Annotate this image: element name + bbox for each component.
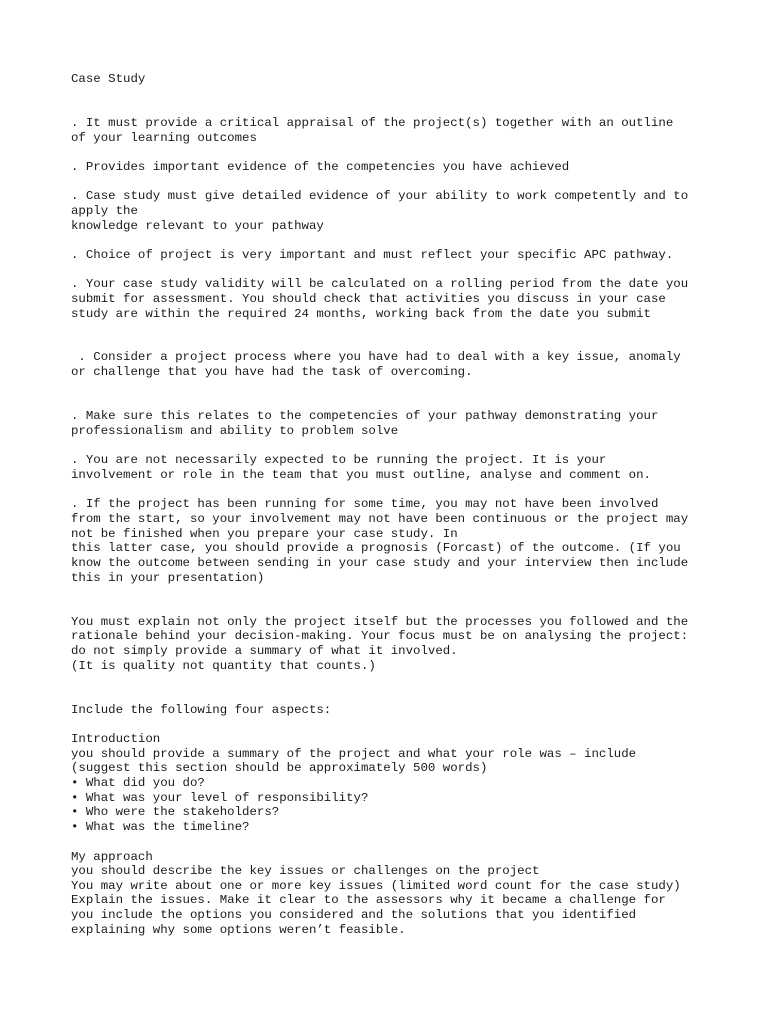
text-line: Explain the issues. Make it clear to the assessors why it became a challenge for — [71, 893, 666, 907]
text-line: . You are not necessarily expected to be running the project. It is your — [71, 453, 607, 467]
text-line: know the outcome between sending in your case study and your interview then include — [71, 556, 689, 570]
text-line: . Provides important evidence of the competencies you have achieved — [71, 160, 570, 174]
bullet-item: • What did you do? — [71, 776, 205, 790]
text-line: you include the options you considered and the solutions that you identified — [71, 908, 637, 922]
bullet-item: • Who were the stakeholders? — [71, 805, 280, 819]
text-line: Include the following four aspects: — [71, 703, 332, 717]
text-line: study are within the required 24 months, working back from the date you submit — [71, 307, 651, 321]
text-line: from the start, so your involvement may not have been continuous or the project may — [71, 512, 689, 526]
text-line: this in your presentation) — [71, 571, 265, 585]
text-line: . It must provide a critical appraisal of the project(s) together with an outline — [71, 116, 674, 130]
text-line: involvement or role in the team that you must outline, analyse and comment on. — [71, 468, 651, 482]
text-line: not be finished when you prepare your case study. In — [71, 527, 458, 541]
text-line: You may write about one or more key issues (limited word count for the case study) — [71, 879, 681, 893]
text-line: submit for assessment. You should check that activities you discuss in your case — [71, 292, 666, 306]
document-title: Case Study — [71, 72, 146, 86]
text-line: . Case study must give detailed evidence of your ability to work competently and to — [71, 189, 689, 203]
bullet-item: • What was your level of responsibility? — [71, 791, 369, 805]
text-line: You must explain not only the project itself but the processes you followed and the — [71, 615, 689, 629]
text-line: explaining why some options weren’t feasible. — [71, 923, 406, 937]
text-line: . Make sure this relates to the competencies of your pathway demonstrating your — [71, 409, 659, 423]
text-line: . Consider a project process where you have had to deal with a key issue, anomaly — [71, 350, 681, 364]
text-line: you should provide a summary of the project and what your role was – include — [71, 747, 637, 761]
text-line: or challenge that you have had the task of overcoming. — [71, 365, 473, 379]
text-line: this latter case, you should provide a prognosis (Forcast) of the outcome. (If you — [71, 541, 681, 555]
text-line: you should describe the key issues or challenges on the project — [71, 864, 540, 878]
text-line: of your learning outcomes — [71, 131, 257, 145]
bullet-item: • What was the timeline? — [71, 820, 250, 834]
text-line: knowledge relevant to your pathway — [71, 219, 324, 233]
text-line: . Your case study validity will be calculated on a rolling period from the date you — [71, 277, 689, 291]
text-line: . Choice of project is very important and must reflect your specific APC pathway. — [71, 248, 674, 262]
text-line: apply the — [71, 204, 138, 218]
text-line: professionalism and ability to problem solve — [71, 424, 399, 438]
section-heading: My approach — [71, 850, 153, 864]
text-line: rationale behind your decision-making. Your focus must be on analysing the project: — [71, 629, 689, 643]
text-line: do not simply provide a summary of what it involved. — [71, 644, 458, 658]
text-line: (suggest this section should be approximately 500 words) — [71, 761, 488, 775]
section-heading: Introduction — [71, 732, 161, 746]
text-line: . If the project has been running for some time, you may not have been involved — [71, 497, 659, 511]
text-line: (It is quality not quantity that counts.) — [71, 659, 376, 673]
